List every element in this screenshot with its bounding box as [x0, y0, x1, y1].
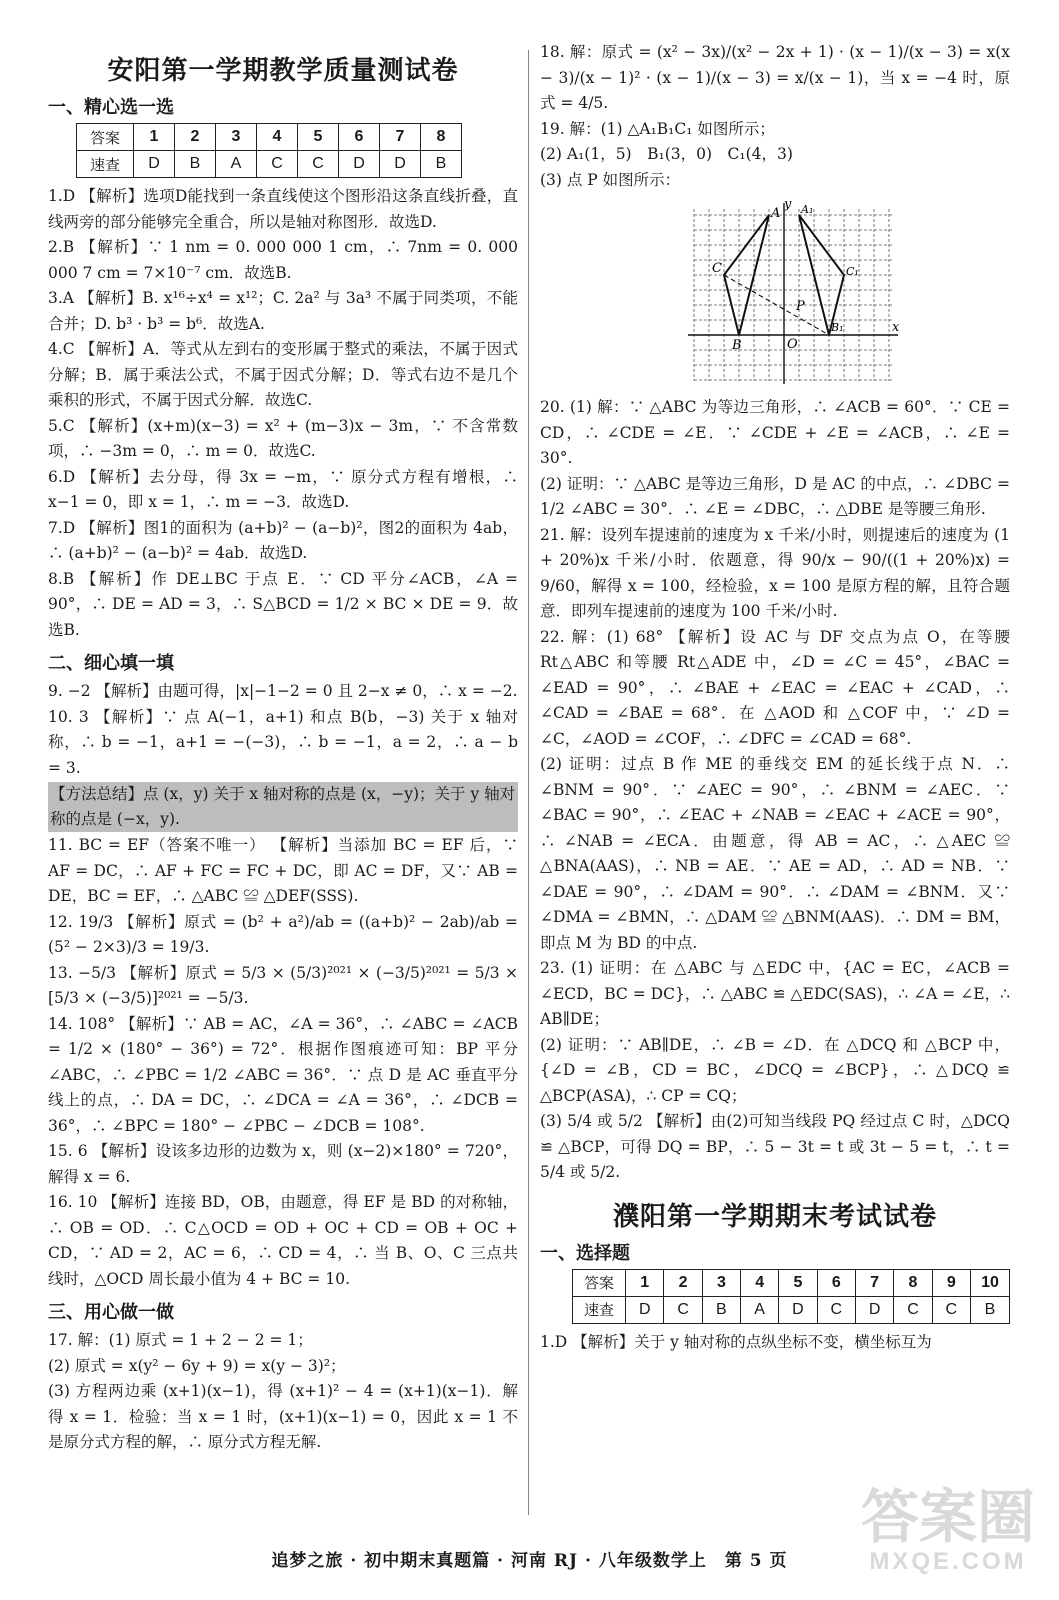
table-cell: 4 — [257, 124, 298, 151]
answer-item: 3.A 【解析】B. x¹⁶÷x⁴ = x¹²；C. 2a² 与 3a³ 不属于同类项，不能合并；D. b³ · b³ = b⁶．故选A. — [48, 289, 518, 333]
table-cell: B — [702, 1296, 740, 1323]
table-cell: 4 — [741, 1269, 779, 1296]
table-cell: 8 — [894, 1269, 932, 1296]
table-cell: 1 — [134, 124, 175, 151]
answer-item: 10. 3 【解析】∵ 点 A(−1，a+1) 和点 B(b，−3) 关于 x 轴对称，∴ b = −1，a+1 = −(−3)，∴ b = −1，a = 2，∴ a − b = 3. — [48, 707, 518, 777]
left-column — [48, 40, 518, 1456]
answer-item: 1.D 【解析】选项D能找到一条直线使这个图形沿这条直线折叠，直线两旁的部分能够完全重合，所以是轴对称图形．故选D. — [48, 187, 518, 231]
answer-item: 20. (1) 解：∵ △ABC 为等边三角形，∴ ∠ACB = 60°．∵ CE = CD，∴ ∠CDE = ∠E．∵ ∠CDE + ∠E = ∠ACB，∴ ∠E = 30°. — [540, 398, 1010, 467]
answer-item: 7.D 【解析】图1的面积为 (a+b)² − (a−b)²，图2的面积为 4ab，∴ (a+b)² − (a−b)² = 4ab．故选D. — [48, 518, 518, 562]
table-cell: 7 — [855, 1269, 893, 1296]
method-summary-box: 【方法总结】点 (x，y) 关于 x 轴对称的点是 (x，−y)；关于 y 轴对称的点是 (−x，y). — [48, 782, 518, 832]
answer-table-2 — [572, 1269, 1010, 1324]
exam-title: 安阳第一学期教学质量测试卷 — [107, 56, 459, 86]
table-header-cell: 速查 — [573, 1296, 626, 1323]
answer-item: 9. −2 【解析】由题可得，|x|−1−2 = 0 且 2−x ≠ 0，∴ x = −2. — [48, 682, 518, 700]
answer-item: 1.D 【解析】关于 y 轴对称的点纵坐标不变，横坐标互为 — [540, 1332, 932, 1351]
answer-item: 4.C 【解析】A．等式从左到右的变形属于整式的乘法，不属于因式分解；B．属于乘法公式，不属于因式分解；D．等式右边不是几个乘积的形式，不属于因式分解．故选C. — [48, 340, 518, 409]
watermark-text: 答案圈 — [860, 1485, 1035, 1550]
column-divider — [528, 50, 529, 1515]
page-footer: 追梦之旅 · 初中期末真题篇 · 河南 RJ · 八年级数学上 第 5 页 — [271, 1551, 788, 1571]
answer-item: 15. 6 【解析】设该多边形的边数为 x，则 (x−2)×180° = 720°，解得 x = 6. — [48, 1142, 518, 1186]
table-cell: 6 — [817, 1269, 855, 1296]
answer-item: (3) 点 P 如图所示： — [540, 170, 681, 189]
table-cell: C — [932, 1296, 970, 1323]
answer-item: 2.B 【解析】∵ 1 nm = 0. 000 000 1 cm，∴ 7nm = 0. 000 000 7 cm = 7×10⁻⁷ cm．故选B. — [48, 238, 518, 282]
answer-item: (2) A₁(1，5) B₁(3，0) C₁(4，3) — [540, 145, 793, 163]
table-cell: C — [894, 1296, 932, 1323]
table-cell: B — [421, 151, 462, 178]
table-cell: 10 — [970, 1269, 1009, 1296]
table-cell: C — [298, 151, 339, 178]
answer-item: 14. 108° 【解析】∵ AB = AC，∠A = 36°，∴ ∠ABC = ∠ACB = 1/2 × (180° − 36°) = 72°．根据作图痕迹可知：BP 平分 ∠ABC，∴ ∠PBC = 1/2 ∠ABC = 36°．∵ 点 D 是 AC 垂直平分线上的点，∴ DA = DC，∴ ∠DCA = ∠A = 36°，∴ ∠DCB = 36°，∴ ∠BPC = 180° − ∠PBC − ∠DCB = 108°. — [48, 1014, 518, 1135]
answer-table — [76, 123, 462, 178]
answer-item: 22. 解：(1) 68° 【解析】设 AC 与 DF 交点为点 O，在等腰 Rt△ABC 和等腰 Rt△ADE 中，∠D = ∠C = 45°，∠BAC = ∠EAD = 90°，∴ ∠BAE + ∠EAC = ∠EAC + ∠CAD，∴ ∠CAD = ∠BAE = 68°．在 △AOD 和 △COF 中，∵ ∠D = ∠C，∠AOD = ∠COF，∴ ∠DFC = ∠CAD = 68°. — [540, 627, 1010, 748]
answer-item: 18. 解：原式 = (x² − 3x)/(x² − 2x + 1) · (x − 1)/(x − 3) = x(x − 3)/(x − 1)² · (x − 1)/(x − 3) = x/(x − 1)，当 x = −4 时，原式 = 4/5. — [540, 43, 1010, 112]
table-cell: A — [216, 151, 257, 178]
table-cell: 7 — [380, 124, 421, 151]
coordinate-grid-figure — [688, 199, 903, 389]
table-cell: C — [664, 1296, 702, 1323]
section-heading-choice: 一、精心选一选 — [48, 97, 174, 118]
table-cell: D — [339, 151, 380, 178]
table-cell: 2 — [664, 1269, 702, 1296]
point-label-a1: A₁ — [801, 203, 814, 216]
table-cell: C — [257, 151, 298, 178]
table-header-cell: 答案 — [573, 1269, 626, 1296]
watermark-url: MXQE.COM — [869, 1548, 1027, 1575]
answer-item: (3) 方程两边乘 (x+1)(x−1)，得 (x+1)² − 4 = (x+1)(x−1)．解得 x = 1．检验：当 x = 1 时，(x+1)(x−1) = 0，因此 x = 1 不是原分式方程的解，∴ 原分式方程无解. — [48, 1382, 518, 1451]
answer-item: 21. 解：设列车提速前的速度为 x 千米/小时，则提速后的速度为 (1 + 20%)x 千米/小时．依题意，得 90/x − 90/((1 + 20%)x) = 9/60，解得 x = 100，经检验，x = 100 是原方程的解，且符合题意．即列车提速前的速度为 100 千米/小时. — [540, 525, 1010, 620]
point-label-c: C — [712, 261, 722, 276]
table-cell: A — [741, 1296, 779, 1323]
section-heading-fill: 二、细心填一填 — [48, 653, 174, 674]
table-cell: D — [779, 1296, 817, 1323]
answer-item: 11. BC = EF（答案不唯一） 【解析】当添加 BC = EF 后，∵ AF = DC，∴ AF + FC = FC + DC，即 AC = DF，又∵ AB = DE，BC = EF，∴ △ABC ≌ △DEF(SSS). — [48, 836, 518, 905]
answer-item: 13. −5/3 【解析】原式 = 5/3 × (5/3)²⁰²¹ × (−3/5)²⁰²¹ = 5/3 × [5/3 × (−3/5)]²⁰²¹ = −5/3. — [48, 963, 518, 1007]
table-cell: 1 — [626, 1269, 664, 1296]
table-cell: 5 — [298, 124, 339, 151]
table-header-cell: 答案 — [77, 124, 134, 151]
axis-label-y: y — [784, 199, 792, 212]
answer-item: 16. 10 【解析】连接 BD，OB，由题意，得 EF 是 BD 的对称轴，∴ OB = OD．∴ C△OCD = OD + OC + CD = OB + OC + CD，∵ AD = 2，AC = 6，∴ CD = 4，∴ 当 B、O、C 三点共线时，△OCD 周长最小值为 4 + BC = 10. — [48, 1193, 518, 1288]
answer-item: (2) 证明：∵ △ABC 是等边三角形，D 是 AC 的中点，∴ ∠DBC = 1/2 ∠ABC = 30°．∴ ∠E = ∠DBC，∴ △DBE 是等腰三角形. — [540, 474, 1010, 518]
section-heading-choice-2: 一、选择题 — [540, 1242, 630, 1264]
table-cell: D — [626, 1296, 664, 1323]
table-cell: D — [855, 1296, 893, 1323]
exam-title-2: 濮阳第一学期期末考试试卷 — [612, 1201, 937, 1232]
section-heading-solve: 三、用心做一做 — [48, 1302, 174, 1323]
point-label-b1: B₁ — [831, 321, 844, 334]
table-cell: 2 — [175, 124, 216, 151]
table-cell: D — [134, 151, 175, 178]
answer-item: (2) 证明：∵ AB∥DE，∴ ∠B = ∠D．在 △DCQ 和 △BCP 中，{∠D = ∠B，CD = BC，∠DCQ = ∠BCP}，∴ △DCQ ≌ △BCP(ASA)，∴ CP = CQ； — [540, 1035, 1010, 1105]
answer-item: 12. 19/3 【解析】原式 = (b² + a²)/ab = ((a+b)² − 2ab)/ab = (5² − 2×3)/3 = 19/3. — [48, 912, 518, 956]
table-cell: 3 — [702, 1269, 740, 1296]
table-cell: B — [175, 151, 216, 178]
table-cell: 8 — [421, 124, 462, 151]
right-column — [540, 40, 1010, 1355]
point-label-b: B — [732, 338, 742, 353]
table-cell: D — [380, 151, 421, 178]
answer-item: (2) 原式 = x(y² − 6y + 9) = x(y − 3)²； — [48, 1356, 346, 1375]
answer-item: 23. (1) 证明：在 △ABC 与 △EDC 中，{AC = EC，∠ACB = ∠ECD，BC = DC}，∴ △ABC ≌ △EDC(SAS)，∴ ∠A = ∠E，∴ AB∥DE； — [540, 959, 1010, 1028]
answer-item: (3) 5/4 或 5/2 【解析】由(2)可知当线段 PQ 经过点 C 时，△DCQ ≌ △BCP，可得 DQ = BP，∴ 5 − 3t = t 或 3t − 5 = t，∴ t = 5/4 或 5/2. — [540, 1112, 1010, 1181]
answer-item: 6.D 【解析】去分母，得 3x = −m，∵ 原分式方程有增根，∴ x−1 = 0，即 x = 1，∴ m = −3．故选D. — [48, 467, 518, 511]
answer-item: (2) 证明：过点 B 作 ME 的垂线交 EM 的延长线于点 N．∴ ∠BNM = 90°．∵ ∠AEC = 90°，∴ ∠BNM = ∠AEC．∵ ∠BAC = 90°，∴ ∠EAC + ∠NAB = ∠EAC + ∠ACE = 90°，∴ ∠NAB = ∠ECA．由题意，得 AB = AC，∴ △AEC ≌ △BNA(AAS)，∴ NB = AE．∵ AE = AD，∴ AD = NB．∵ ∠DAE = 90°，∴ ∠DAM = 90°．∴ ∠DAM = ∠BNM．又∵ ∠DMA = ∠BMN，∴ △DAM ≌ △BNM(AAS)．∴ DM = BM，即点 M 为 BD 的中点. — [540, 755, 1010, 952]
table-cell: 6 — [339, 124, 380, 151]
grid-lines — [694, 209, 894, 381]
point-label-p: P — [796, 299, 805, 314]
point-label-c1: C₁ — [846, 265, 859, 278]
axis-label-x: x — [892, 320, 900, 335]
answer-item: 17. 解：(1) 原式 = 1 + 2 − 2 = 1； — [48, 1331, 313, 1349]
table-cell: 9 — [932, 1269, 970, 1296]
table-cell: 3 — [216, 124, 257, 151]
table-header-cell: 速查 — [77, 151, 134, 178]
answer-item: 19. 解：(1) △A₁B₁C₁ 如图所示； — [540, 119, 775, 138]
answer-item: 5.C 【解析】(x+m)(x−3) = x² + (m−3)x − 3m，∵ 不含常数项，∴ −3m = 0，∴ m = 0．故选C. — [48, 416, 518, 460]
origin-label: O — [787, 337, 798, 352]
table-cell: 5 — [779, 1269, 817, 1296]
table-cell: C — [817, 1296, 855, 1323]
point-label-a: A — [771, 206, 781, 221]
table-cell: B — [970, 1296, 1009, 1323]
answer-item: 8.B 【解析】作 DE⊥BC 于点 E．∵ CD 平分∠ACB，∠A = 90°，∴ DE = AD = 3，∴ S△BCD = 1/2 × BC × DE = 9．故选B. — [48, 569, 518, 639]
